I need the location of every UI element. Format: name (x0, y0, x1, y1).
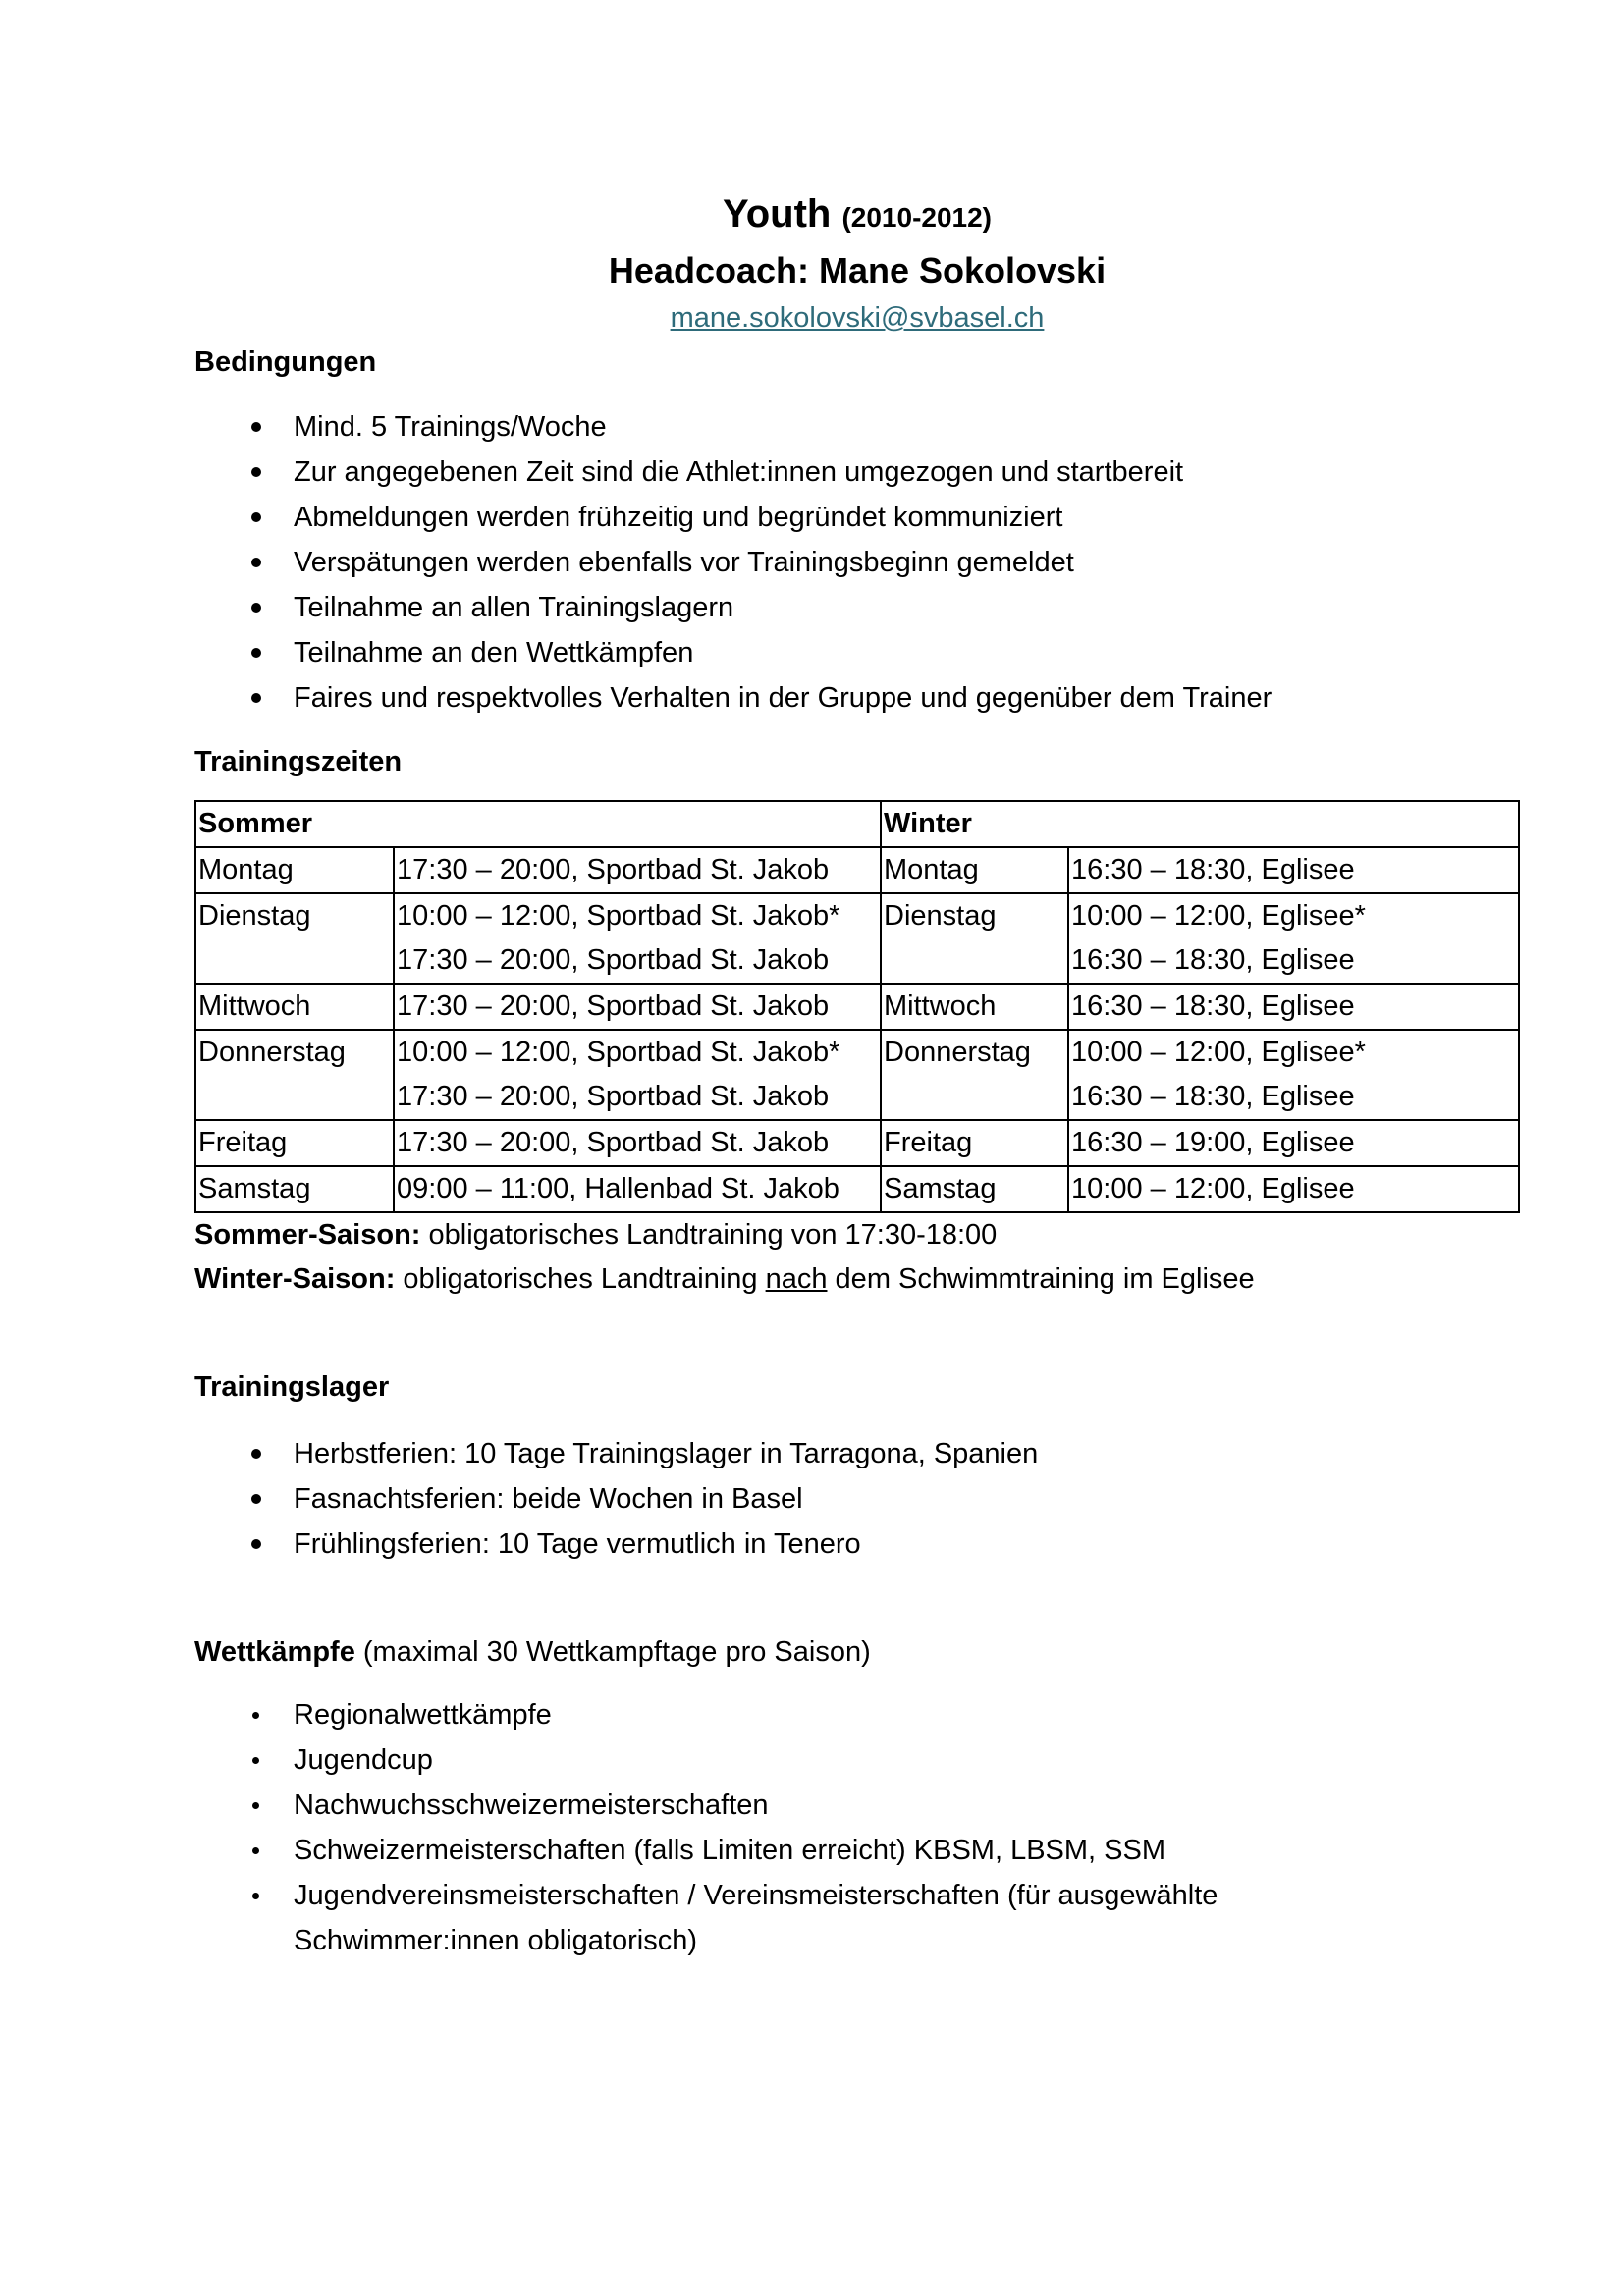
list-item-text: Abmeldungen werden frühzeitig und begründet kommuniziert (294, 502, 1063, 533)
email-line (194, 296, 1520, 341)
list-item (194, 1737, 1333, 1783)
list-item-text: Teilnahme an den Wettkämpfen (294, 637, 694, 668)
winter-day: Mittwoch (881, 984, 1068, 1030)
winter-saison-label: Winter-Saison: (194, 1263, 396, 1295)
list-item-text: Faires und respektvolles Verhalten in der Gruppe und gegenüber dem Trainer (294, 682, 1272, 714)
time-line: 17:30 – 20:00, Sportbad St. Jakob (397, 854, 830, 885)
time-line: 17:30 – 20:00, Sportbad St. Jakob (397, 1127, 830, 1158)
winter-day: Freitag (881, 1120, 1068, 1166)
winter-saison-text-1: obligatorisches Landtraining (395, 1263, 766, 1295)
bullet-icon (251, 558, 261, 567)
list-item-text: Schweizermeisterschaften (falls Limiten erreicht) KBSM, LBSM, SSM (294, 1835, 1165, 1866)
winter-day: Dienstag (881, 893, 1068, 984)
bullet-icon (252, 1802, 259, 1809)
list-item-text: Frühlingsferien: 10 Tage vermutlich in Tenero (294, 1528, 861, 1560)
list-item (194, 630, 1520, 675)
time-line: 17:30 – 20:00, Sportbad St. Jakob (397, 990, 830, 1022)
list-item-text: Mind. 5 Trainings/Woche (294, 411, 607, 443)
bullet-icon (251, 422, 261, 432)
time-line: 17:30 – 20:00, Sportbad St. Jakob (397, 944, 830, 976)
trainingslager-heading: Trainingslager (194, 1371, 390, 1403)
bullet-icon (252, 1757, 259, 1764)
wettkaempfe-heading-note: (maximal 30 Wettkampftage pro Saison) (354, 1636, 871, 1668)
list-item (194, 450, 1520, 495)
time-line: 17:30 – 20:00, Sportbad St. Jakob (397, 1081, 830, 1112)
list-item (194, 540, 1520, 585)
list-item (194, 1828, 1333, 1873)
winter-time (1068, 1030, 1519, 1120)
email-link[interactable]: mane.sokolovski@svbasel.ch (670, 302, 1045, 334)
sommer-time (394, 1120, 881, 1166)
winter-header: Winter (881, 801, 1519, 847)
list-item-text: Teilnahme an allen Trainingslagern (294, 592, 734, 623)
list-item-text: Verspätungen werden ebenfalls vor Trainingsbeginn gemeldet (294, 547, 1074, 578)
sommer-day: Freitag (195, 1120, 394, 1166)
headcoach-line: Headcoach: Mane Sokolovski (608, 250, 1107, 291)
bullet-icon (252, 1847, 259, 1854)
title-text: Youth (722, 192, 832, 236)
wettkaempfe-list (194, 1692, 1333, 1963)
time-line: 10:00 – 12:00, Eglisee* (1071, 1037, 1366, 1068)
sommer-day: Montag (195, 847, 394, 893)
sommer-saison-label: Sommer-Saison: (194, 1219, 421, 1251)
sommer-day: Mittwoch (195, 984, 394, 1030)
list-item (194, 1522, 1520, 1567)
sommer-time (394, 893, 881, 984)
bullet-icon (251, 648, 261, 658)
sommer-header: Sommer (195, 801, 881, 847)
table-row (195, 1166, 1519, 1212)
sommer-saison-text: obligatorisches Landtraining von 17:30-18:00 (420, 1219, 998, 1251)
winter-day: Samstag (881, 1166, 1068, 1212)
bullet-icon (251, 603, 261, 613)
winter-time (1068, 893, 1519, 984)
time-line: 10:00 – 12:00, Sportbad St. Jakob* (397, 1037, 840, 1068)
table-row (195, 1120, 1519, 1166)
bullet-icon (251, 1494, 261, 1504)
sommer-saison-note (194, 1213, 1520, 1257)
table-row (195, 1030, 1519, 1120)
list-item (194, 404, 1520, 450)
list-item-text: Nachwuchsschweizermeisterschaften (294, 1789, 769, 1821)
time-line: 16:30 – 19:00, Eglisee (1071, 1127, 1355, 1158)
table-header-row (195, 801, 1519, 847)
sommer-time (394, 984, 881, 1030)
list-item (194, 675, 1520, 721)
list-item-text: Jugendvereinsmeisterschaften / Vereinsmeisterschaften (für ausgewählte Schwimmer:innen obligatorisch) (294, 1880, 1218, 1956)
sommer-time (394, 1166, 881, 1212)
winter-saison-emphasis: nach (765, 1263, 828, 1295)
sommer-day: Dienstag (195, 893, 394, 984)
time-line: 16:30 – 18:30, Eglisee (1071, 990, 1355, 1022)
table-row (195, 847, 1519, 893)
title-year-range: (2010-2012) (841, 202, 993, 233)
table-row (195, 893, 1519, 984)
wettkaempfe-heading: Wettkämpfe (194, 1636, 355, 1668)
time-line: 09:00 – 11:00, Hallenbad St. Jakob (397, 1173, 839, 1204)
list-item-text: Fasnachtsferien: beide Wochen in Basel (294, 1483, 803, 1515)
list-item (194, 1476, 1520, 1522)
bullet-icon (252, 1712, 259, 1719)
winter-day: Montag (881, 847, 1068, 893)
time-line: 10:00 – 12:00, Eglisee (1071, 1173, 1355, 1204)
bedingungen-list (194, 404, 1520, 721)
winter-day: Donnerstag (881, 1030, 1068, 1120)
sommer-day: Samstag (195, 1166, 394, 1212)
list-item-text: Regionalwettkämpfe (294, 1699, 552, 1731)
list-item (194, 585, 1520, 630)
trainingslager-list (194, 1431, 1520, 1567)
time-line: 16:30 – 18:30, Eglisee (1071, 944, 1355, 976)
list-item (194, 1431, 1520, 1476)
winter-saison-text-2: dem Schwimmtraining im Eglisee (827, 1263, 1255, 1295)
list-item (194, 1692, 1333, 1737)
bullet-icon (251, 467, 261, 477)
time-line: 16:30 – 18:30, Eglisee (1071, 1081, 1355, 1112)
time-line: 16:30 – 18:30, Eglisee (1071, 854, 1355, 885)
winter-saison-note (194, 1257, 1520, 1302)
list-item (194, 495, 1520, 540)
document-page (194, 187, 1520, 1963)
trainingszeiten-heading: Trainingszeiten (194, 746, 403, 777)
winter-time (1068, 847, 1519, 893)
bullet-icon (251, 1539, 261, 1549)
list-item (194, 1873, 1333, 1963)
wettkaempfe-heading-line (194, 1630, 1520, 1675)
bullet-icon (251, 1449, 261, 1459)
sommer-time (394, 847, 881, 893)
bullet-icon (252, 1893, 259, 1899)
list-item-text: Jugendcup (294, 1744, 433, 1776)
training-times-table (194, 800, 1520, 1213)
bullet-icon (251, 512, 261, 522)
list-item-text: Zur angegebenen Zeit sind die Athlet:innen umgezogen und startbereit (294, 456, 1184, 488)
table-row (195, 984, 1519, 1030)
bedingungen-heading: Bedingungen (194, 347, 377, 378)
page-title (194, 187, 1520, 245)
bullet-icon (251, 693, 261, 703)
time-line: 10:00 – 12:00, Eglisee* (1071, 900, 1366, 932)
sommer-time (394, 1030, 881, 1120)
winter-time (1068, 984, 1519, 1030)
list-item (194, 1783, 1333, 1828)
winter-time (1068, 1166, 1519, 1212)
list-item-text: Herbstferien: 10 Tage Trainingslager in Tarragona, Spanien (294, 1438, 1039, 1469)
time-line: 10:00 – 12:00, Sportbad St. Jakob* (397, 900, 840, 932)
winter-time (1068, 1120, 1519, 1166)
sommer-day: Donnerstag (195, 1030, 394, 1120)
